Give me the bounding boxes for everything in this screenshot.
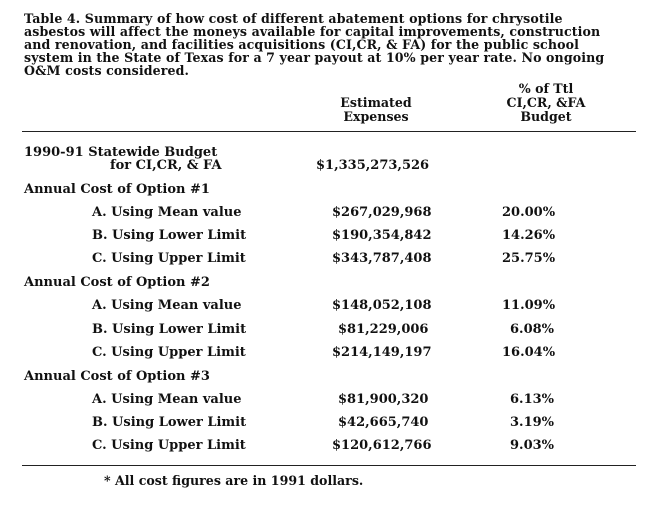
table-row-label: B. Using Lower Limit (92, 415, 247, 430)
column-header-percent-line2: CI,CR, &FA (506, 95, 586, 110)
table-row-percent: 14.26% (502, 228, 556, 243)
budget-value: $1,335,273,526 (316, 158, 430, 173)
table-row-expense: $190,354,842 (332, 228, 432, 243)
table-row-percent: 6.13% (510, 392, 555, 407)
column-header-percent-line3: Budget (520, 109, 572, 124)
table-row-label: A. Using Mean value (92, 205, 242, 220)
option-heading: Annual Cost of Option #2 (24, 275, 210, 290)
table-row-percent: 25.75% (502, 251, 556, 266)
table-row-percent: 9.03% (510, 438, 555, 453)
table-row-percent: 16.04% (502, 345, 556, 360)
table-row-expense: $343,787,408 (332, 251, 432, 266)
budget-label-line1: 1990-91 Statewide Budget (24, 145, 218, 160)
column-header-percent-line1: % of Ttl (518, 81, 574, 96)
table-row-label: C. Using Upper Limit (92, 438, 246, 453)
table-row-expense: $42,665,740 (338, 415, 429, 430)
table-caption: Table 4. Summary of how cost of different abatement options for chrysotile asbestos will affect the moneys available for capital improvements, construction and renovation, and facilities acquisitions (CI,CR, & FA) for the public school system in the State of Texas for a 7 year payout at 10% per year rate. No ongoing O&M costs considered. (24, 11, 605, 78)
table-row-expense: $214,149,197 (332, 345, 432, 360)
footnote: * All cost figures are in 1991 dollars. (104, 473, 364, 488)
option-heading: Annual Cost of Option #3 (24, 369, 210, 384)
table-row-label: C. Using Upper Limit (92, 251, 246, 266)
table-row-label: A. Using Mean value (92, 392, 242, 407)
budget-label-line2: for CI,CR, & FA (110, 158, 222, 173)
column-header-expenses (316, 96, 436, 124)
option-heading: Annual Cost of Option #1 (24, 182, 210, 197)
table-row-label: B. Using Lower Limit (92, 228, 247, 243)
footer-rule (22, 465, 636, 466)
column-header-percent (484, 82, 608, 124)
header-rule (22, 131, 636, 132)
table-row-expense: $81,900,320 (338, 392, 429, 407)
table-row-expense: $81,229,006 (338, 322, 429, 337)
table-row-label: C. Using Upper Limit (92, 345, 246, 360)
table-row-expense: $148,052,108 (332, 298, 432, 313)
table-row-percent: 3.19% (510, 415, 555, 430)
column-header-expenses-line2: Expenses (343, 109, 409, 124)
table-row-percent: 20.00% (502, 205, 556, 220)
table-row-percent: 6.08% (510, 322, 555, 337)
table-row-label: B. Using Lower Limit (92, 322, 247, 337)
table-row-expense: $267,029,968 (332, 205, 432, 220)
table-row-label: A. Using Mean value (92, 298, 242, 313)
table-row-expense: $120,612,766 (332, 438, 432, 453)
column-header-expenses-line1: Estimated (340, 95, 412, 110)
table-row-percent: 11.09% (502, 298, 556, 313)
